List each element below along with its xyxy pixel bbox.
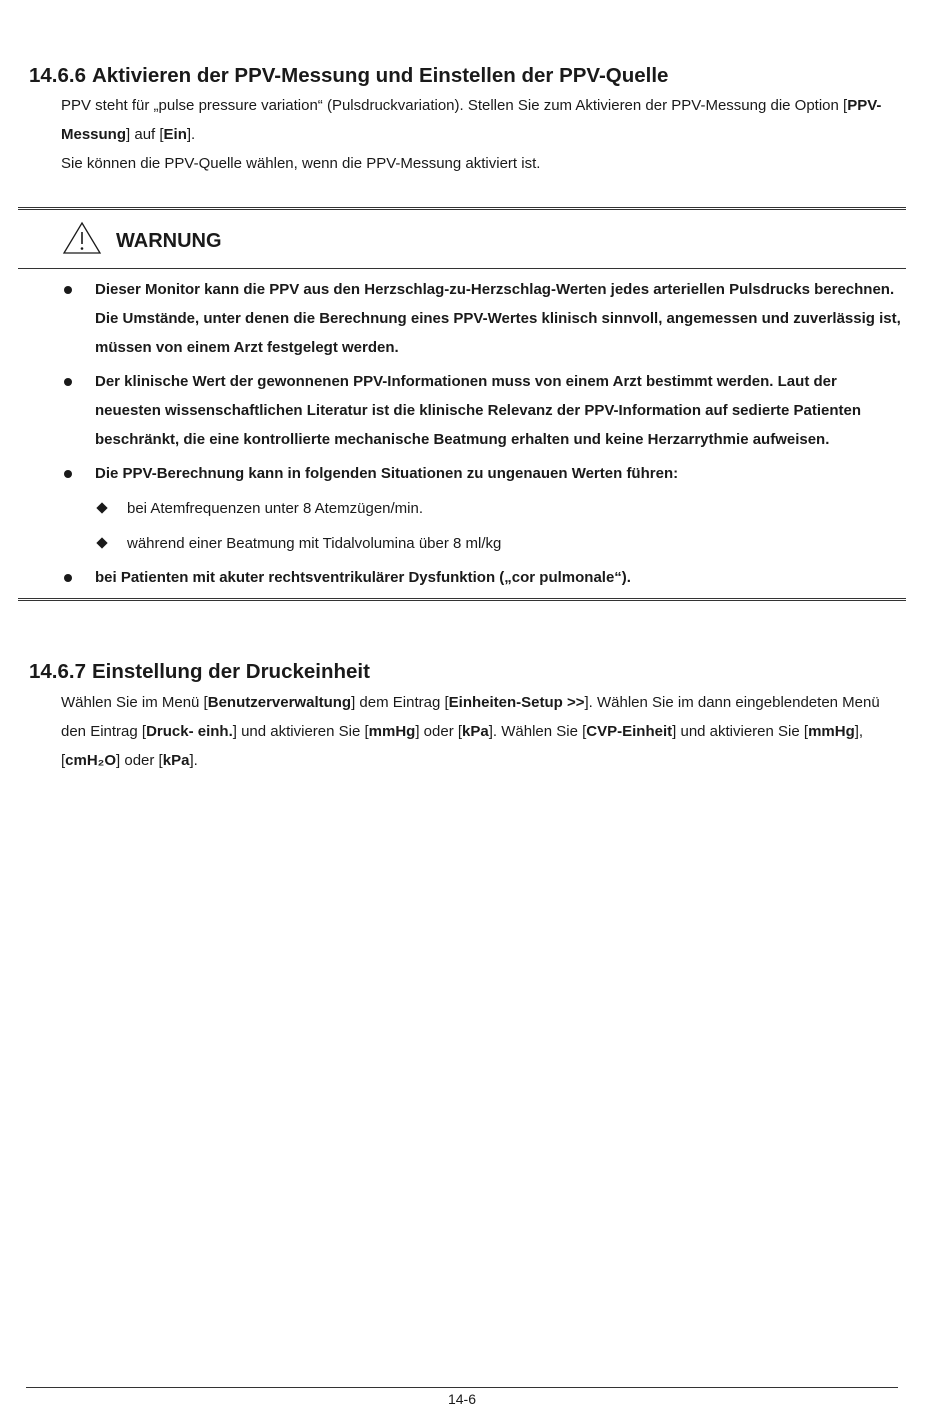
text-run: ] und aktivieren Sie [ [232, 723, 369, 740]
menu-keyword: PPV-Messung [61, 97, 882, 143]
menu-keyword: mmHg [368, 723, 416, 740]
menu-keyword: Druck- einh. [146, 723, 233, 740]
text-run: ], [ [61, 723, 864, 769]
menu-keyword: Ein [163, 126, 187, 143]
list-item [62, 459, 902, 488]
text-run: ]. [186, 126, 196, 143]
warning-title: WARNUNG [116, 229, 222, 252]
list-item-text: Der klinische Wert der gewonnenen PPV-Informationen muss von einem Arzt bestimmt werden. Laut der neuesten wissenschaftlichen Literatur ist die klinische Relevanz der PPV-Information auf sedierte Patienten beschränkt, die eine kontrollierte mechanische Beatmung erhalten und keine Herzarrythmie aufweisen. [95, 373, 862, 448]
diamond-bullet-icon [96, 502, 107, 513]
menu-keyword: kPa [162, 752, 190, 769]
text-run: ] und aktivieren Sie [ [672, 723, 809, 740]
warning-triangle-icon [62, 221, 102, 255]
diamond-bullet-icon [96, 537, 107, 548]
list-item-text: bei Patienten mit akuter rechtsventrikulärer Dysfunktion („cor pulmonale“). [95, 569, 631, 586]
list-item-text: Dieser Monitor kann die PPV aus den Herzschlag-zu-Herzschlag-Werten jedes arteriellen Pulsdrucks berechnen. Die Umstände, unter denen die Berechnung eines PPV-Wertes klinisch sinnvoll, angemessen und zuverlässig ist, müssen von einem Arzt festgelegt werden. [95, 281, 901, 356]
text-run: ] dem Eintrag [ [351, 694, 449, 711]
bullet-dot-icon [64, 286, 72, 294]
list-item-text: Die PPV-Berechnung kann in folgenden Situationen zu ungenauen Werten führen: [95, 465, 679, 482]
section-title: Einstellung der Druckeinheit [92, 660, 370, 683]
section-number: 14.6.6 [29, 64, 86, 87]
text-run: ]. Wählen Sie im dann eingeblendeten Menü den Eintrag [ [61, 694, 880, 740]
text-run: ]. [189, 752, 198, 769]
menu-keyword: mmHg [808, 723, 855, 740]
text-run: ] oder [ [116, 752, 163, 769]
sub-list-item [62, 494, 902, 523]
warning-header-rule [18, 268, 906, 269]
warning-list [62, 275, 902, 592]
warning-header [62, 218, 222, 258]
bullet-dot-icon [64, 378, 72, 386]
section-number: 14.6.7 [29, 660, 86, 683]
text-run: PPV steht für „pulse pressure variation“ (Pulsdruckvariation). Stellen Sie zum Aktivieren der PPV-Messung die Option [ [61, 97, 848, 114]
ppv-intro-paragraph [61, 91, 901, 149]
list-item [62, 563, 902, 592]
footer-rule [26, 1387, 898, 1388]
text-run: ]. Wählen Sie [ [488, 723, 587, 740]
menu-keyword: cmH₂O [65, 752, 117, 769]
sub-list-item [62, 529, 902, 558]
menu-keyword: Benutzerverwaltung [207, 694, 352, 711]
section-heading-pressure-unit [29, 660, 370, 684]
section-heading-ppv [29, 64, 668, 88]
text-run: ] oder [ [415, 723, 463, 740]
ppv-source-paragraph: Sie können die PPV-Quelle wählen, wenn die PPV-Messung aktiviert ist. [61, 155, 541, 172]
bullet-dot-icon [64, 470, 72, 478]
menu-keyword: CVP-Einheit [586, 723, 673, 740]
menu-keyword: Einheiten-Setup >> [448, 694, 585, 711]
list-item [62, 367, 902, 454]
sub-list-item-text: während einer Beatmung mit Tidalvolumina über 8 ml/kg [127, 535, 502, 552]
menu-keyword: kPa [462, 723, 489, 740]
section-title: Aktivieren der PPV-Messung und Einstellen der PPV-Quelle [92, 64, 669, 87]
sub-list-item-text: bei Atemfrequenzen unter 8 Atemzügen/min. [127, 500, 424, 517]
text-run: ] auf [ [126, 126, 164, 143]
text-run: Wählen Sie im Menü [ [61, 694, 208, 711]
pressure-unit-paragraph [61, 688, 901, 775]
page-number: 14-6 [447, 1391, 477, 1407]
warning-top-rule [18, 207, 906, 210]
bullet-dot-icon [64, 574, 72, 582]
list-item [62, 275, 902, 362]
warning-bottom-rule [18, 598, 906, 601]
